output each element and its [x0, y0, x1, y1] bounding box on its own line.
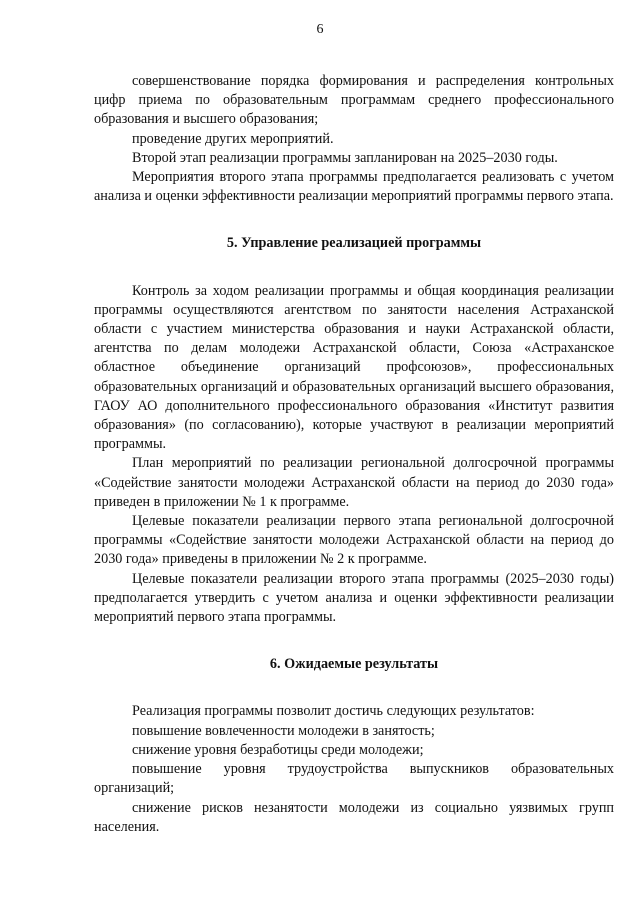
spacer [94, 206, 614, 234]
page-content [94, 72, 614, 837]
paragraph: снижение уровня безработицы среди молодежи; [132, 741, 424, 758]
paragraph: Контроль за ходом реализации программы и общая координация реализации программы осуществляются агентством по занятости населения Астраханской области с участием министерства образования и науки Астраханской области, агентства по делам молодежи Астраханской области, Союза «Астраханское областное объединение организаций профсоюзов», профессиональных образовательных организаций и образовательных организаций высшего образования, ГАОУ АО дополнительного профессионального образования «Институт развития образования» (по согласованию), которые участвуют в реализации мероприятий программы. [94, 282, 614, 453]
paragraph: снижение рисков незанятости молодежи из социально уязвимых групп населения. [94, 799, 614, 835]
spacer [94, 627, 614, 655]
paragraph: Реализация программы позволит достичь следующих результатов: [132, 703, 535, 720]
paragraph: повышение уровня трудоустройства выпускников образовательных организаций; [94, 761, 614, 797]
section-heading: 5. Управление реализацией программы [226, 235, 482, 252]
paragraph: Мероприятия второго этапа программы предполагается реализовать с учетом анализа и оценки эффективности реализации мероприятий программы первого этапа. [94, 169, 614, 205]
paragraph: Целевые показатели реализации первого этапа региональной долгосрочной программы «Содействие занятости молодежи Астраханской области на период до 2030 года» приведены в приложении № 2 к программе. [94, 513, 614, 568]
spacer [94, 674, 614, 702]
paragraph: Второй этап реализации программы запланирован на 2025–2030 годы. [132, 149, 558, 166]
paragraph: совершенствование порядка формирования и распределения контрольных цифр приема по образовательным программам среднего профессионального образования и высшего образования; [94, 73, 614, 128]
paragraph: повышение вовлеченности молодежи в занятость; [132, 722, 435, 739]
paragraph: проведение других мероприятий. [132, 130, 334, 147]
page-number: 6 [316, 22, 324, 37]
section-heading: 6. Ожидаемые результаты [269, 656, 439, 673]
spacer [94, 254, 614, 282]
paragraph: План мероприятий по реализации региональной долгосрочной программы «Содействие занятости молодежи Астраханской области на период до 2030 года» приведен в приложении № 1 к программе. [94, 455, 614, 510]
paragraph: Целевые показатели реализации второго этапа программы (2025–2030 годы) предполагается утвердить с учетом анализа и оценки эффективности реализации мероприятий первого этапа программы. [94, 570, 614, 626]
